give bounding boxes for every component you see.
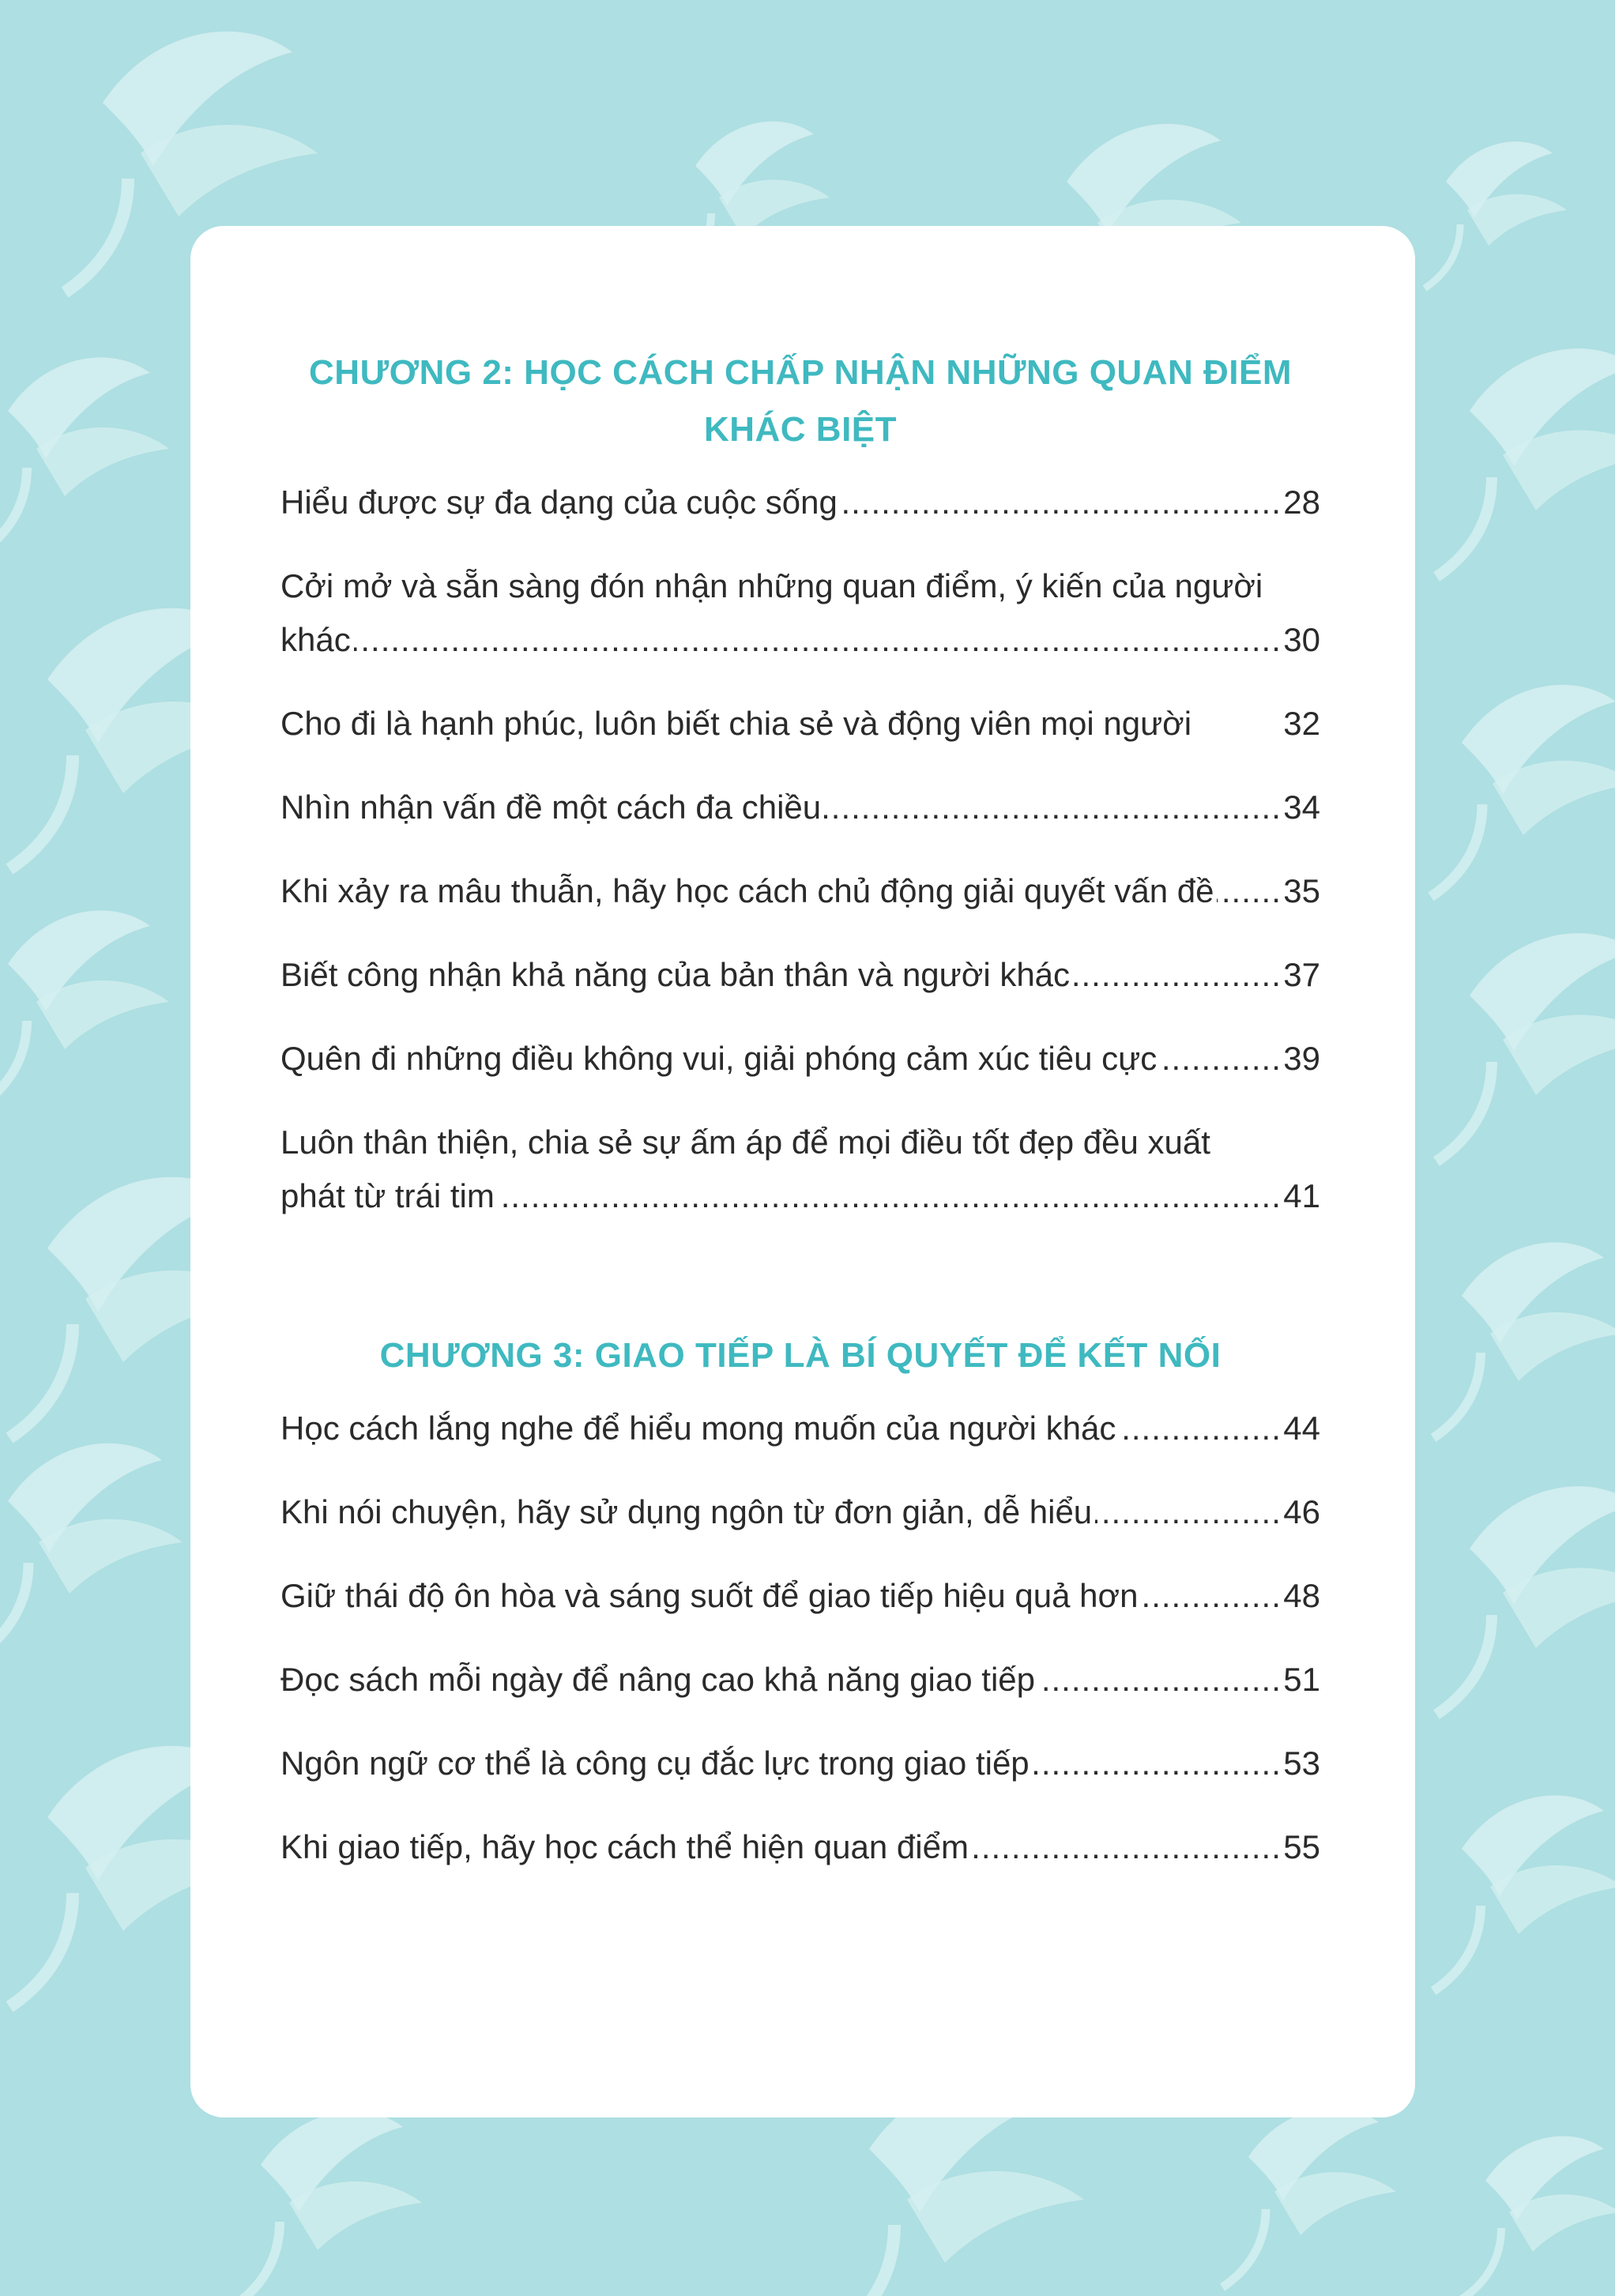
toc-entry[interactable] (280, 1737, 1320, 1790)
toc-entry[interactable] (280, 697, 1320, 751)
toc-entry-page: 44 (1278, 1402, 1320, 1455)
toc-entry[interactable] (280, 476, 1320, 529)
leaf-icon (1436, 933, 1615, 1161)
toc-entry-text: Quên đi những điều không vui, giải phóng cảm xúc tiêu cực (280, 1040, 1160, 1077)
toc-entry[interactable] (280, 1032, 1320, 1086)
table-of-contents (280, 344, 1320, 1874)
toc-entry-page: 28 (1278, 476, 1320, 529)
leaf-icon (1433, 1242, 1615, 1438)
leaf-icon (1433, 1795, 1615, 1991)
toc-entry-text: Nhìn nhận vấn đề một cách đa chiều (280, 789, 824, 826)
toc-entry-text: Khi xảy ra mâu thuẫn, hãy học cách chủ động giải quyết vấn đề (280, 872, 1217, 909)
toc-entry-text: Cho đi là hạnh phúc, luôn biết chia sẻ và động viên mọi người (280, 705, 1195, 742)
chapter-2-section (280, 344, 1320, 1223)
toc-entry-page: 35 (1278, 864, 1320, 918)
toc-entry-text: Luôn thân thiện, chia sẻ sự ấm áp để mọi điều tốt đẹp đều xuất phát từ trái tim (280, 1124, 1210, 1214)
leaf-icon (1222, 2108, 1396, 2287)
leaf-icon (0, 1443, 183, 1655)
leaf-icon (0, 357, 169, 553)
toc-entry-page: 34 (1278, 781, 1320, 834)
toc-entry-text: Cởi mở và sẵn sàng đón nhận những quan điểm, ý kiến của người khác (280, 567, 1263, 658)
toc-entry-page: 37 (1278, 948, 1320, 1002)
chapter-title: CHƯƠNG 2: HỌC CÁCH CHẤP NHẬN NHỮNG QUAN ĐIỂM KHÁC BIỆT (309, 353, 1292, 449)
leaf-icon (1431, 685, 1615, 897)
leaf-icon (1425, 141, 1567, 288)
toc-entry-page: 48 (1278, 1569, 1320, 1623)
toc-entry-page: 39 (1278, 1032, 1320, 1086)
toc-card (190, 226, 1415, 2117)
leaf-icon (1462, 2136, 1615, 2296)
toc-entry-text: Ngôn ngữ cơ thể là công cụ đắc lực trong giao tiếp (280, 1745, 1033, 1782)
toc-entry-text: Đọc sách mỗi ngày để nâng cao khả năng giao tiếp (280, 1661, 1038, 1698)
toc-entry[interactable] (280, 1116, 1320, 1223)
leaf-icon (1436, 348, 1615, 577)
toc-entry-text: Hiểu được sự đa dạng của cuộc sống (280, 484, 841, 521)
toc-entry[interactable] (280, 1485, 1320, 1539)
toc-entry-text: Giữ thái độ ôn hòa và sáng suốt để giao tiếp hiệu quả hơn (280, 1577, 1141, 1614)
leaf-icon (1436, 1486, 1615, 1714)
toc-entry-page: 32 (1278, 697, 1320, 751)
toc-list (280, 1402, 1320, 1874)
leaf-icon (232, 2111, 422, 2296)
toc-entry[interactable] (280, 1820, 1320, 1874)
leaf-icon (0, 910, 169, 1106)
toc-entry[interactable] (280, 1402, 1320, 1455)
toc-entry[interactable] (280, 948, 1320, 1002)
toc-entry[interactable] (280, 781, 1320, 834)
toc-entry-page: 41 (1278, 1169, 1320, 1223)
toc-entry-text: Khi giao tiếp, hãy học cách thể hiện quan điểm (280, 1828, 972, 1865)
toc-entry[interactable] (280, 1653, 1320, 1707)
toc-entry-page: 51 (1278, 1653, 1320, 1707)
chapter-title: CHƯƠNG 3: GIAO TIẾP LÀ BÍ QUYẾT ĐỂ KẾT NỐI (379, 1336, 1222, 1375)
toc-entry-page: 30 (1278, 613, 1320, 667)
toc-entry-text: Học cách lắng nghe để hiểu mong muốn của người khác (280, 1410, 1119, 1447)
toc-entry-page: 53 (1278, 1737, 1320, 1790)
toc-entry-text: Biết công nhận khả năng của bản thân và người khác (280, 956, 1073, 993)
toc-entry[interactable] (280, 1569, 1320, 1623)
toc-entry-page: 55 (1278, 1820, 1320, 1874)
toc-entry-text: Khi nói chuyện, hãy sử dụng ngôn từ đơn giản, dễ hiểu (280, 1493, 1095, 1530)
toc-entry[interactable] (280, 864, 1320, 918)
toc-list (280, 476, 1320, 1223)
toc-entry[interactable] (280, 559, 1320, 667)
toc-entry-page: 46 (1278, 1485, 1320, 1539)
chapter-3-section (280, 1327, 1320, 1874)
